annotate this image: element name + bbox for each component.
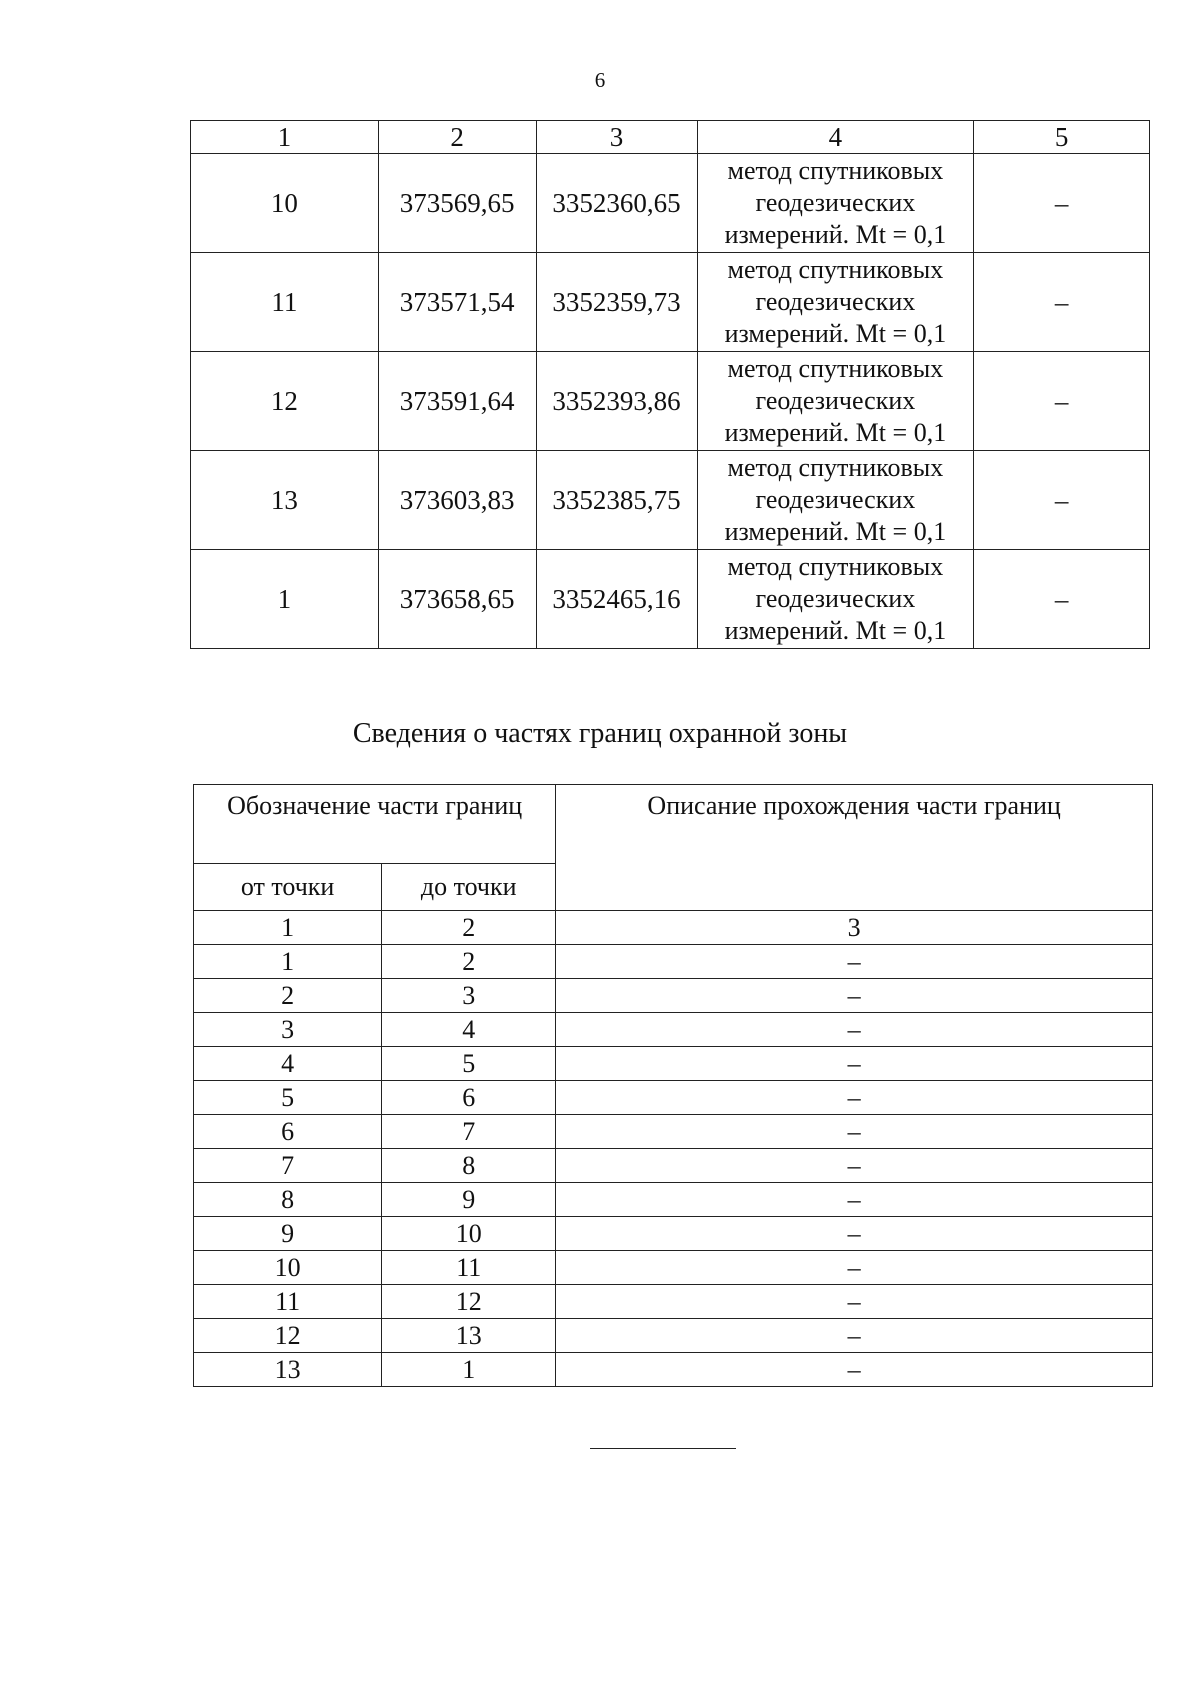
table-row xyxy=(194,1081,1153,1115)
to-point: 6 xyxy=(382,1081,556,1115)
method-line: измерений. Mt = 0,1 xyxy=(724,517,947,546)
part-description: – xyxy=(556,945,1153,979)
x-coordinate: 373591,64 xyxy=(378,352,536,451)
y-coordinate: 3352385,75 xyxy=(536,451,697,550)
parts-header-row xyxy=(194,785,1153,864)
table-row xyxy=(191,154,1150,253)
part-description: – xyxy=(556,1081,1153,1115)
note-cell: – xyxy=(974,352,1150,451)
to-point: 2 xyxy=(382,945,556,979)
method-description xyxy=(697,253,974,352)
method-line: измерений. Mt = 0,1 xyxy=(724,616,947,645)
from-point: 5 xyxy=(194,1081,382,1115)
to-point: 8 xyxy=(382,1149,556,1183)
description-header: Описание прохождения части границ xyxy=(556,785,1153,911)
table-row xyxy=(194,1149,1153,1183)
method-line: измерений. Mt = 0,1 xyxy=(724,220,947,249)
table-row xyxy=(194,1115,1153,1149)
part-description: – xyxy=(556,1183,1153,1217)
part-description: – xyxy=(556,1319,1153,1353)
point-number: 10 xyxy=(191,154,379,253)
table-row xyxy=(191,550,1150,649)
column-number: 1 xyxy=(191,121,379,154)
table-row xyxy=(194,979,1153,1013)
table-row xyxy=(194,1183,1153,1217)
method-line: измерений. Mt = 0,1 xyxy=(724,319,947,348)
table-row xyxy=(194,1251,1153,1285)
y-coordinate: 3352465,16 xyxy=(536,550,697,649)
to-point: 9 xyxy=(382,1183,556,1217)
column-number: 2 xyxy=(378,121,536,154)
x-coordinate: 373571,54 xyxy=(378,253,536,352)
method-line: геодезических xyxy=(755,188,916,217)
part-description: – xyxy=(556,1115,1153,1149)
table-row xyxy=(191,352,1150,451)
from-point: 10 xyxy=(194,1251,382,1285)
method-line: метод спутниковых xyxy=(727,552,944,581)
column-number: 3 xyxy=(536,121,697,154)
table-row xyxy=(194,1319,1153,1353)
column-number: 2 xyxy=(382,911,556,945)
y-coordinate: 3352359,73 xyxy=(536,253,697,352)
part-description: – xyxy=(556,1285,1153,1319)
method-description xyxy=(697,451,974,550)
column-number: 4 xyxy=(697,121,974,154)
note-cell: – xyxy=(974,550,1150,649)
coordinates-table xyxy=(190,120,1150,649)
column-number: 3 xyxy=(556,911,1153,945)
part-description: – xyxy=(556,1047,1153,1081)
table-row xyxy=(194,945,1153,979)
from-point: 7 xyxy=(194,1149,382,1183)
method-line: метод спутниковых xyxy=(727,453,944,482)
part-description: – xyxy=(556,1013,1153,1047)
method-line: метод спутниковых xyxy=(727,354,944,383)
table-row xyxy=(194,1353,1153,1387)
table-row xyxy=(194,1013,1153,1047)
table-row xyxy=(191,253,1150,352)
boundary-parts-table xyxy=(193,784,1153,1387)
from-point: 9 xyxy=(194,1217,382,1251)
method-description xyxy=(697,352,974,451)
end-divider xyxy=(590,1448,736,1449)
to-point: 12 xyxy=(382,1285,556,1319)
y-coordinate: 3352393,86 xyxy=(536,352,697,451)
from-point: 11 xyxy=(194,1285,382,1319)
table-row xyxy=(194,1217,1153,1251)
from-point: 3 xyxy=(194,1013,382,1047)
from-point: 2 xyxy=(194,979,382,1013)
from-point: 6 xyxy=(194,1115,382,1149)
from-point: 1 xyxy=(194,945,382,979)
method-line: геодезических xyxy=(755,287,916,316)
part-description: – xyxy=(556,1149,1153,1183)
to-point-header: до точки xyxy=(382,864,556,911)
part-description: – xyxy=(556,1353,1153,1387)
to-point: 5 xyxy=(382,1047,556,1081)
table-row xyxy=(194,1047,1153,1081)
to-point: 11 xyxy=(382,1251,556,1285)
from-point: 4 xyxy=(194,1047,382,1081)
to-point: 3 xyxy=(382,979,556,1013)
point-number: 11 xyxy=(191,253,379,352)
to-point: 7 xyxy=(382,1115,556,1149)
to-point: 10 xyxy=(382,1217,556,1251)
from-point: 13 xyxy=(194,1353,382,1387)
method-line: геодезических xyxy=(755,386,916,415)
point-number: 1 xyxy=(191,550,379,649)
y-coordinate: 3352360,65 xyxy=(536,154,697,253)
note-cell: – xyxy=(974,451,1150,550)
column-number: 5 xyxy=(974,121,1150,154)
from-point-header: от точки xyxy=(194,864,382,911)
to-point: 4 xyxy=(382,1013,556,1047)
from-point: 12 xyxy=(194,1319,382,1353)
part-description: – xyxy=(556,979,1153,1013)
table-row xyxy=(191,451,1150,550)
parts-column-numbers-row xyxy=(194,911,1153,945)
method-line: метод спутниковых xyxy=(727,156,944,185)
part-description: – xyxy=(556,1251,1153,1285)
column-number: 1 xyxy=(194,911,382,945)
point-number: 13 xyxy=(191,451,379,550)
coordinates-header-row xyxy=(191,121,1150,154)
method-line: метод спутниковых xyxy=(727,255,944,284)
to-point: 1 xyxy=(382,1353,556,1387)
method-line: измерений. Mt = 0,1 xyxy=(724,418,947,447)
x-coordinate: 373603,83 xyxy=(378,451,536,550)
point-number: 12 xyxy=(191,352,379,451)
note-cell: – xyxy=(974,154,1150,253)
note-cell: – xyxy=(974,253,1150,352)
to-point: 13 xyxy=(382,1319,556,1353)
method-description xyxy=(697,550,974,649)
method-line: геодезических xyxy=(755,485,916,514)
method-description xyxy=(697,154,974,253)
section-title: Сведения о частях границ охранной зоны xyxy=(352,718,848,749)
x-coordinate: 373569,65 xyxy=(378,154,536,253)
from-point: 8 xyxy=(194,1183,382,1217)
part-description: – xyxy=(556,1217,1153,1251)
page-number: 6 xyxy=(594,68,606,92)
table-row xyxy=(194,1285,1153,1319)
x-coordinate: 373658,65 xyxy=(378,550,536,649)
method-line: геодезических xyxy=(755,584,916,613)
designation-header: Обозначение части границ xyxy=(194,785,556,864)
